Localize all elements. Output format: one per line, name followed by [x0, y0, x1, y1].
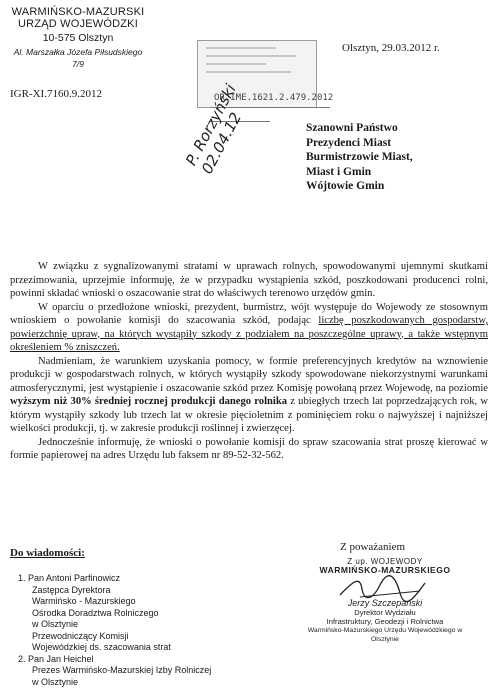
signatory-title: Warmińsko-Mazurskiego Urzędu Wojewódzkiego w Olsztynie: [307, 627, 463, 643]
notice-line: Warmińsko - Mazurskiego: [32, 596, 136, 606]
paragraph-3-bold: wyższym niż 30% średniej rocznej produkcji danego rolnika: [10, 396, 288, 407]
signatory-name: Jerzy Szczepański: [347, 598, 423, 608]
paragraph-2: [10, 301, 488, 355]
paragraph-3-text-end: z ubiegłych trzech lat poprzedzających rok, w którym wystąpiły szkody lub trzech lat w okresie pięcioletnim z pominięciem roku o najwyższej i najniższej wielkości produkcji, tj. w zakresie produkcji roślinnej i zwierzęcej.: [10, 396, 488, 434]
notice-line: Zastępca Dyrektora: [32, 584, 111, 595]
addressee-line: Wójtowie Gmin: [306, 180, 385, 192]
paragraph-3: [10, 355, 488, 436]
signature-line: Z up. WOJEWODY: [347, 557, 423, 566]
paragraph-2-text: W oparciu o przedłożone wnioski, prezydent, burmistrz, wójt występuje do Wojewody ze stosownym wnioskiem o powołanie komisji do szacowania szkód, podając: [10, 301, 488, 326]
notice-line: Wojewódzkiej ds. szacowania strat: [32, 642, 171, 652]
addressee-line: Miast i Gmin: [306, 165, 372, 178]
reference-number: IGR-XI.7160.9.2012: [10, 88, 102, 100]
paragraph-1: W związku z sygnalizowanymi stratami w uprawach rolnych, spowodowanymi ujemnymi skutkami przezimowania, uprzejmie informuję, że w przypadku wystąpienia szkód, poszkodowani producenci rolni, powinni składać wnioski o oszacowanie strat do właściwych terenowo urzędów gmin.: [10, 261, 488, 299]
addressee-line: Burmistrzowie Miast,: [306, 151, 413, 163]
letter-body: [10, 260, 488, 463]
notice-line: Ośrodka Doradztwa Rolniczego: [32, 607, 159, 618]
office-name-line2: URZĄD WOJEWÓDZKI: [18, 18, 138, 30]
handwritten-note: P. Rorzyński 02.04.12: [182, 81, 246, 177]
notice-line: Przewodniczący Komisji: [32, 630, 129, 641]
addressee-block: [306, 121, 486, 194]
office-address: Al. Marszałka Józefa Piłsudskiego 7/9: [13, 47, 143, 69]
notice-line: 2. Pan Jan Heichel: [18, 653, 94, 664]
notice-line: 1. Pan Antoni Parfinowicz: [18, 573, 121, 583]
paragraph-3-text: Nadmieniam, że warunkiem uzyskania pomocy, w formie preferencyjnych kredytów na wznowienie produkcji w gospodarstwach rolnych, w których wystąpiły szkody spowodowane niekorzystnymi warunkami atmosferycznymi, jest wystąpienie i oszacowanie szkód przez Komisję powołaną przez Wojewodę, na poziomie: [10, 355, 488, 394]
paragraph-2-underlined: liczbę poszkodowanych gospodarstw, powierzchnię upraw, na których wystąpiły szkody z podziałem na poszczególne uprawy, a także wstępnym określeniem % zniszczeń.: [10, 315, 488, 353]
notice-line: Prezes Warmińsko-Mazurskiej Izby Rolniczej: [32, 665, 212, 675]
notice-title: Do wiadomości:: [10, 547, 85, 559]
signatory-title: Infrastruktury, Geodezji i Rolnictwa: [326, 617, 444, 626]
notice-list: [18, 573, 258, 688]
office-name-line1: WARMIŃSKO-MAZURSKI: [11, 6, 145, 18]
signature-closing: Z poważaniem: [340, 541, 406, 553]
paragraph-4: Jednocześnie informuję, że wnioski o powołanie komisji do spraw szacowania strat proszę kierować w formie papierowej na adres Urzędu lub faksem nr 89-52-32-562.: [10, 436, 488, 461]
registry-number: OR.IME.1621.2.479.2012: [214, 93, 334, 103]
signatory-title: Dyrektor Wydziału: [354, 608, 416, 617]
notice-line: w Olsztynie: [32, 619, 79, 629]
office-header: [8, 6, 148, 70]
place-date: Olsztyn, 29.03.2012 r.: [342, 42, 440, 54]
notice-line: w Olsztynie: [32, 676, 79, 687]
addressee-line: Prezydenci Miast: [306, 136, 392, 149]
signature-line: WARMIŃSKO-MAZURSKIEGO: [319, 565, 451, 575]
signature-block: [300, 557, 470, 644]
office-postcode: 10-575 Olsztyn: [42, 32, 114, 44]
addressee-line: Szanowni Państwo: [306, 122, 398, 134]
